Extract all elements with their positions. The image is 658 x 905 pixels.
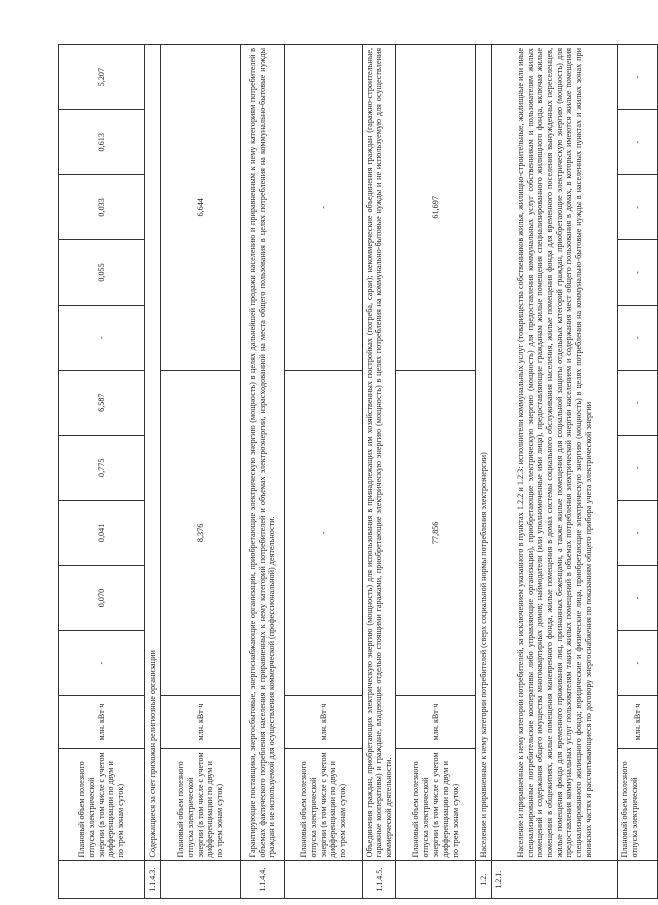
value-cell: - bbox=[618, 370, 658, 435]
value-cell: 0,775 bbox=[59, 435, 145, 500]
row-description: Плановый объем полезного отпуска электрической bbox=[618, 748, 658, 861]
table-row bbox=[396, 45, 476, 899]
section-row bbox=[476, 45, 492, 899]
section-row bbox=[241, 45, 285, 899]
value-cell: - bbox=[618, 500, 658, 565]
section-row bbox=[145, 45, 161, 899]
value-cell: 0,033 bbox=[59, 175, 145, 240]
row-code: 1.2.1. bbox=[492, 861, 618, 899]
table-row bbox=[161, 45, 241, 899]
tariff-table bbox=[58, 44, 658, 899]
value-cell: - bbox=[618, 45, 658, 110]
value-cell: 8,376 bbox=[161, 370, 241, 696]
row-description: Плановый объем полезного отпуска электрической энергии (в том числе с учетом дифференциации по двум и по трем зонам суток) bbox=[285, 748, 363, 861]
value-cell: - bbox=[285, 45, 363, 371]
value-cell: - bbox=[618, 435, 658, 500]
row-description: Плановый объем полезного отпуска электрической энергии (в том числе с учетом дифференциации по двум и по трем зонам суток) bbox=[161, 748, 241, 861]
row-description: Плановый объем полезного отпуска электрической энергии (в том числе с учетом дифференциации по двум и по трем зонам суток) bbox=[396, 748, 476, 861]
value-cell: 6,644 bbox=[161, 45, 241, 371]
value-cell: 5,207 bbox=[59, 45, 145, 110]
value-cell: 6,587 bbox=[59, 370, 145, 435]
section-title: Объединения граждан, приобретающих электрическую энергию (мощность) для использования в принадлежащих им хозяйственных постройках (погреба, сараи); некоммерческие объединения граждан (гаражно-строительные, гаражные кооперативы) и граждане, владеющие отдельно стоящими гаражами, приобретающие электрическую энергию (мощность) в целях потребления на коммунально-бытовые нужды и не используемую для осуществления коммерческой деятельности. bbox=[363, 45, 396, 861]
unit-cell: млн. кВт·ч bbox=[59, 696, 145, 749]
row-description: Плановый объем полезного отпуска электрической энергии (в том числе с учетом дифференциации по двум и по трем зонам суток) bbox=[59, 748, 145, 861]
row-code bbox=[618, 861, 658, 899]
section-title: Гарантирующие поставщики, энергосбытовые, энергоснабжающие организации, приобретающие электрическую энергию (мощность) в целях дальнейшей продажи населению и приравненным к нему категориям потребителей в объемах фактического потребления населения и приравненных к нему категорий потребителей и объемах электроэнергии, израсходованной на места общего пользования в целях потребления на коммунально-бытовые нужды граждан и не используемой для осуществления коммерческой (профессиональной) деятельности. bbox=[241, 45, 285, 861]
value-cell: 77,856 bbox=[396, 370, 476, 696]
value-cell: 0,070 bbox=[59, 565, 145, 630]
value-cell: - bbox=[618, 175, 658, 240]
row-code: 1.1.4.5. bbox=[363, 861, 396, 899]
row-code bbox=[285, 861, 363, 899]
row-code bbox=[396, 861, 476, 899]
value-cell: - bbox=[59, 631, 145, 696]
row-code bbox=[161, 861, 241, 899]
table-row bbox=[285, 45, 363, 899]
table-row bbox=[59, 45, 145, 899]
value-cell: - bbox=[285, 370, 363, 696]
table-row bbox=[618, 45, 658, 899]
value-cell: - bbox=[618, 305, 658, 370]
value-cell: - bbox=[618, 110, 658, 175]
row-code: 1.1.4.3. bbox=[145, 861, 161, 899]
value-cell: - bbox=[618, 631, 658, 696]
section-title: Содержащиеся за счет прихожан религиозные организации bbox=[145, 45, 161, 861]
value-cell: 61,697 bbox=[396, 45, 476, 371]
value-cell: - bbox=[618, 565, 658, 630]
row-code: 1.1.4.4. bbox=[241, 861, 285, 899]
section-title: Население и приравненные к нему категории потребителей (сверх социальной нормы потребления электроэнергии) bbox=[476, 45, 492, 861]
row-code: 1.2. bbox=[476, 861, 492, 899]
unit-cell: млн. кВт·ч bbox=[396, 696, 476, 749]
value-cell: 0,041 bbox=[59, 500, 145, 565]
value-cell: 0,055 bbox=[59, 240, 145, 305]
section-row bbox=[363, 45, 396, 899]
unit-cell: млн. кВт·ч bbox=[618, 696, 658, 749]
section-row bbox=[492, 45, 618, 899]
value-cell: 0,613 bbox=[59, 110, 145, 175]
section-title: Население и приравненные к нему категории потребителей, за исключением указанного в пунктах 1.2.2 и 1.2.3: исполнители коммунальных услуг (товарищества собственников жилья, жилищно-строительные, жилищные или иные специализированные потребительские кооперативы либо управляющие организации), приобретающие электрическую энергию (мощность) для предоставления коммунальных услуг собственникам и пользователям жилых помещений и содержания общего имущества многоквартирных домов; наймодатели (или уполномоченные ими лица), предоставляющие гражданам жилые помещения специализированного жилищного фонда, включая жилые помещения в общежитиях, жилые помещения маневренного фонда, жилые помещения в домах системы социального обслуживания населения, жилые помещения фонда для временного поселения вынужденных переселенцев, жилые помещения фонда для временного проживания лиц, признанных беженцами, а также жилые помещения для социальной защиты отдельных категорий граждан, приобретающие электрическую энергию (мощность) для предоставления коммунальных услуг пользователям таких жилых помещений в объемах потребления электрической энергии населением и содержания мест общего пользования в домах, в которых имеются жилые помещения специализированного жилищного фонда; юридические и физические лица, приобретающие электрическую энергию (мощность) в целях потребления на коммунально-бытовые нужды в населенных пунктах и жилых зонах при воинских частях и рассчитывающиеся по договору энергоснабжения по показаниям общего прибора учета электрической энергии bbox=[492, 45, 618, 861]
unit-cell: млн. кВт·ч bbox=[161, 696, 241, 749]
unit-cell: млн. кВт·ч bbox=[285, 696, 363, 749]
value-cell: - bbox=[59, 305, 145, 370]
row-code bbox=[59, 861, 145, 899]
value-cell: - bbox=[618, 240, 658, 305]
